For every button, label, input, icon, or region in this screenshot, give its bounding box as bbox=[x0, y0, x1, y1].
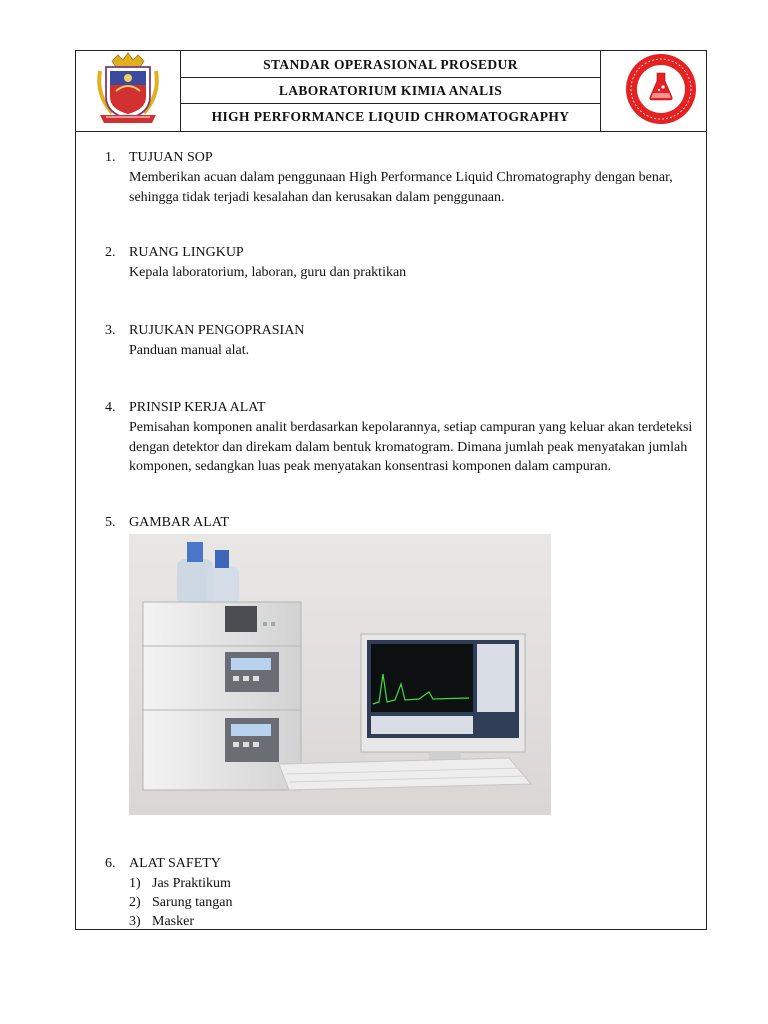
list-item bbox=[129, 874, 232, 893]
section-number: 6. bbox=[105, 856, 116, 871]
safety-items-list bbox=[129, 874, 232, 931]
list-item bbox=[129, 912, 232, 931]
list-item-label: Sarung tangan bbox=[152, 895, 233, 910]
section-purpose bbox=[105, 148, 695, 207]
section-number: 1. bbox=[105, 150, 116, 165]
section-references bbox=[105, 321, 695, 361]
section-text: Pemisahan komponen analit berdasarkan kepolarannya, setiap campuran yang keluar akan terdeteksi dengan detektor dan direkam dalam bentuk kromatogram. Dimana jumlah peak menyatakan jumlah komponen, sedangkan luas peak menyatakan konsentrasi komponen dalam campuran. bbox=[129, 420, 693, 475]
sop-document bbox=[75, 50, 707, 930]
document-type-title: STANDAR OPERASIONAL PROSEDUR bbox=[181, 52, 600, 78]
section-text: Memberikan acuan dalam penggunaan High Performance Liquid Chromatography dengan benar, sehingga tidak terjadi kesalahan dan kerusakan dalam penggunaan. bbox=[129, 170, 673, 205]
section-title: GAMBAR ALAT bbox=[129, 515, 229, 530]
section-text: Kepala laboratorium, laboran, guru dan praktikan bbox=[129, 265, 407, 280]
section-number: 5. bbox=[105, 515, 116, 530]
list-item bbox=[129, 893, 232, 912]
section-title: PRINSIP KERJA ALAT bbox=[129, 400, 266, 415]
hplc-equipment-photo bbox=[129, 534, 551, 815]
instrument-name: HIGH PERFORMANCE LIQUID CHROMATOGRAPHY bbox=[211, 109, 570, 124]
section-text: Panduan manual alat. bbox=[129, 343, 250, 358]
list-item-number: 3) bbox=[129, 914, 141, 929]
list-item-number: 2) bbox=[129, 895, 141, 910]
laboratory-name: LABORATORIUM KIMIA ANALIS bbox=[181, 78, 600, 104]
list-item-number: 1) bbox=[129, 876, 141, 891]
section-title: RUANG LINGKUP bbox=[129, 245, 244, 260]
list-item-label: Masker bbox=[152, 914, 194, 929]
section-scope bbox=[105, 243, 695, 283]
section-equipment-image bbox=[105, 513, 229, 533]
section-number: 3. bbox=[105, 323, 116, 338]
section-number: 2. bbox=[105, 245, 116, 260]
section-title: ALAT SAFETY bbox=[129, 856, 221, 871]
laboratory-seal-logo bbox=[600, 51, 706, 131]
section-title: TUJUAN SOP bbox=[129, 150, 213, 165]
section-safety-equipment bbox=[105, 854, 232, 931]
list-item-label: Jas Praktikum bbox=[152, 876, 231, 891]
section-title: RUJUKAN PENGOPRASIAN bbox=[129, 323, 305, 338]
document-header bbox=[76, 51, 706, 132]
section-number: 4. bbox=[105, 400, 116, 415]
school-emblem-logo bbox=[76, 51, 181, 131]
section-working-principle bbox=[105, 398, 695, 477]
